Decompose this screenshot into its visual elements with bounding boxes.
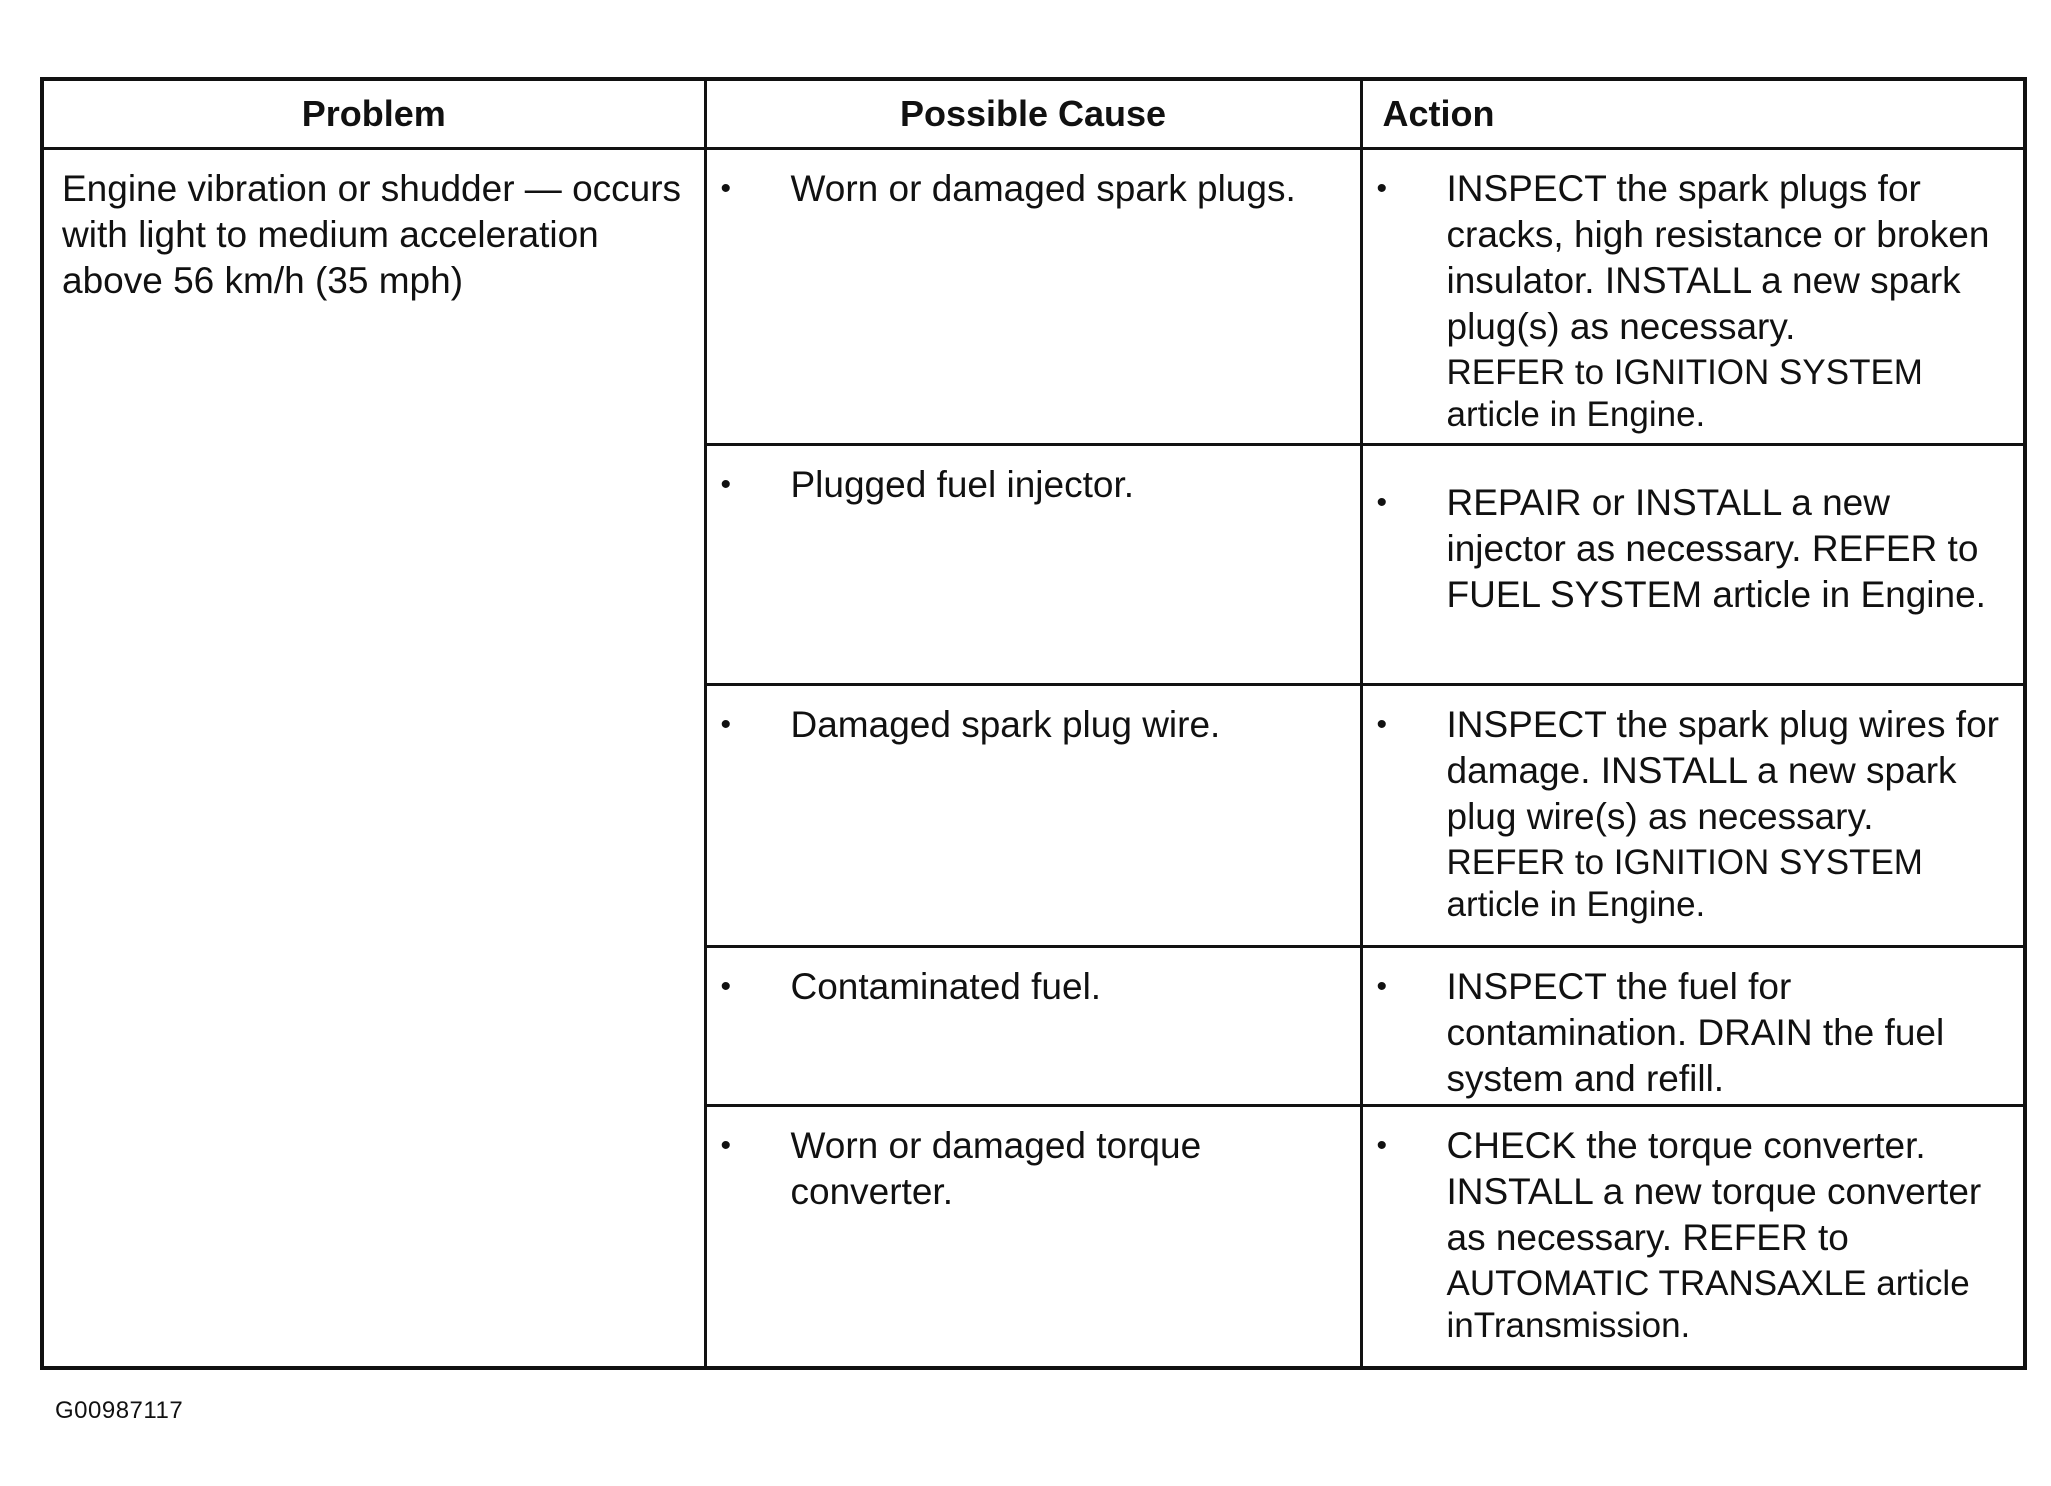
bullet-icon: • [720,970,732,1004]
action-text: INSPECT the spark plug wires for damage. INSTALL a new spark plug wire(s) as necessary. [1446,704,1999,838]
action-text: REPAIR or INSTALL a new injector as necessary. REFER to FUEL SYSTEM article in Engine. [1446,482,1986,616]
cause-cell [705,1106,1361,1368]
bullet-icon: • [720,172,732,205]
table-row [42,149,2025,445]
bullet-icon: • [1376,172,1388,205]
cause-cell [705,685,1361,947]
bullet-icon: • [720,468,732,502]
bullet-icon: • [1376,708,1388,742]
bullet-icon: • [720,1129,732,1163]
cause-text: Worn or damaged torque converter. [790,1125,1202,1213]
cause-cell [705,947,1361,1106]
bullet-icon: • [1376,486,1388,520]
header-action: Action [1361,79,2025,149]
action-cell [1361,685,2025,947]
action-cell [1361,149,2025,445]
problem-cell: Engine vibration or shudder — occurs with light to medium acceleration above 56 km/h (35 mph) [42,149,705,1369]
action-reference: REFER to IGNITION SYSTEM article in Engine. [1446,353,1923,434]
diagnosis-table [40,77,2027,1370]
header-problem: Problem [42,79,705,149]
cause-cell [705,149,1361,445]
action-reference: REFER to IGNITION SYSTEM article in Engine. [1446,843,1923,925]
action-cell [1361,1106,2025,1368]
bullet-icon: • [720,708,732,742]
header-possible-cause: Possible Cause [705,79,1361,149]
action-reference: AUTOMATIC TRANSAXLE article inTransmission. [1446,1264,1970,1346]
action-text: INSPECT the fuel for contamination. DRAIN the fuel system and refill. [1446,966,1945,1100]
bullet-icon: • [1376,1129,1388,1163]
cause-text: Worn or damaged spark plugs. [790,168,1296,209]
figure-id: G00987117 [55,1397,184,1424]
bullet-icon: • [1376,970,1388,1004]
cause-text: Plugged fuel injector. [790,464,1135,506]
cause-cell [705,445,1361,685]
action-cell [1361,947,2025,1106]
action-text: CHECK the torque converter. INSTALL a new torque converter as necessary. REFER to [1446,1125,1982,1259]
cause-text: Contaminated fuel. [790,966,1102,1008]
action-text: INSPECT the spark plugs for cracks, high resistance or broken insulator. INSTALL a new spark plug(s) as necessary. [1446,168,1990,347]
action-cell [1361,445,2025,685]
header-row [42,79,2025,149]
cause-text: Damaged spark plug wire. [790,704,1221,746]
